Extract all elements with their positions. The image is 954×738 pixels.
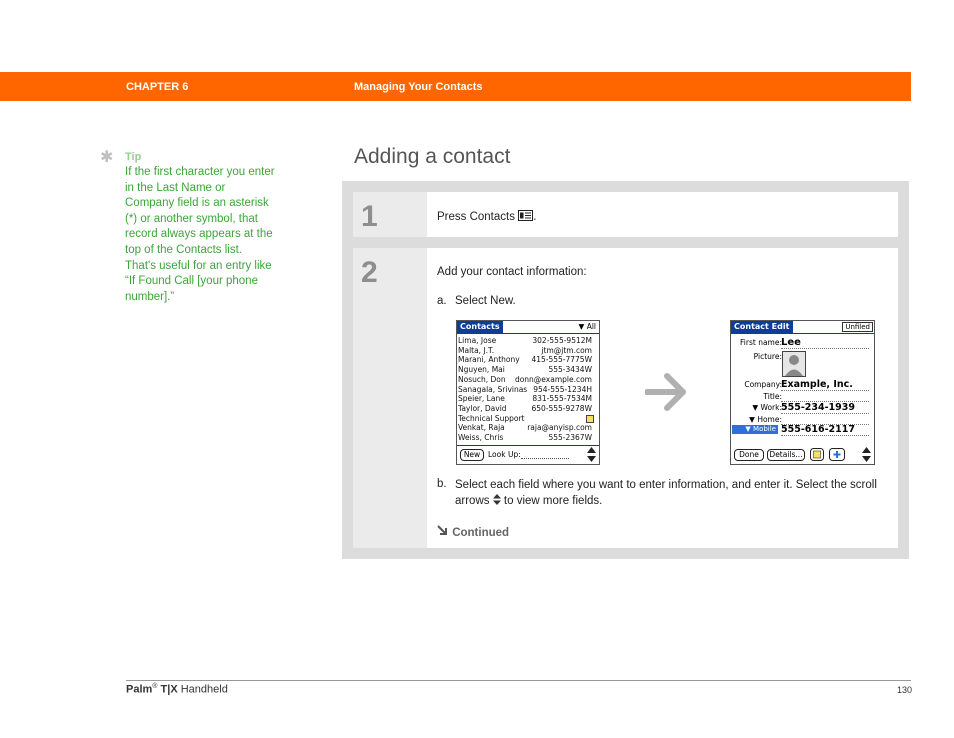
title-label: Title: <box>763 392 782 401</box>
contact-name: Sanagala, Srivinas <box>458 384 528 394</box>
contact-row[interactable] <box>458 375 596 384</box>
home-label[interactable]: ▼ Home: <box>749 415 782 424</box>
chapter-banner <box>0 72 911 101</box>
substep-a-text: Select New. <box>455 295 516 307</box>
contact-row[interactable] <box>458 336 596 345</box>
contact-row[interactable] <box>458 394 596 403</box>
category-picker[interactable]: ▼ All <box>578 322 596 331</box>
section-title: Managing Your Contacts <box>354 81 483 93</box>
contact-row[interactable] <box>458 404 596 413</box>
details-button[interactable]: Details... <box>767 449 805 461</box>
contact-name: Venkat, Raja <box>458 423 505 433</box>
screen-title: Contacts <box>457 321 503 333</box>
step-number: 2 <box>361 256 378 289</box>
field-line <box>781 435 869 436</box>
page-number: 130 <box>897 685 913 695</box>
first-name-field[interactable]: Lee <box>781 337 801 348</box>
scroll-arrows-icon <box>493 494 501 505</box>
picture-label: Picture: <box>753 352 782 361</box>
page-title: Adding a contact <box>354 145 511 168</box>
contact-value: raja@anyisp.com <box>527 423 592 433</box>
work-field[interactable]: 555-234-1939 <box>781 402 855 413</box>
contact-row[interactable] <box>458 355 596 364</box>
add-icon[interactable] <box>829 448 845 461</box>
scroll-arrows[interactable] <box>862 447 871 462</box>
asterisk-icon: ✱ <box>100 149 114 166</box>
chapter-label: CHAPTER 6 <box>126 81 189 93</box>
step-2-intro: Add your contact information: <box>437 266 587 278</box>
contact-name: Taylor, David <box>458 403 507 413</box>
contact-name: Marani, Anthony <box>458 355 520 365</box>
contact-row[interactable] <box>458 433 596 442</box>
step-1-label: Press Contacts <box>437 211 515 223</box>
work-label[interactable]: ▼ Work: <box>752 403 782 412</box>
first-name-label: First name: <box>740 338 782 347</box>
contact-row[interactable] <box>458 423 596 432</box>
note-icon <box>586 415 594 423</box>
step-content <box>427 192 898 237</box>
step-number: 1 <box>361 200 378 233</box>
contact-value: 302-555-9512M <box>532 336 592 345</box>
contact-value: jtm@jtm.com <box>541 345 592 355</box>
step-1 <box>353 192 898 237</box>
contact-row[interactable] <box>458 346 596 355</box>
company-label: Company: <box>744 380 782 389</box>
contact-name: Technical Support <box>458 413 525 423</box>
tip-text: If the first character you enter in the Last Name or Company field is an asterisk (*) or another symbol, that record always appears at the top of the Contacts list. That's useful for an entry like “If Found Call [your phone number].” <box>125 166 275 303</box>
step-1-text: Press Contacts . <box>437 211 537 223</box>
field-line <box>781 348 869 349</box>
substep-b-label: b. <box>437 478 447 490</box>
contact-value: 954-555-1234H <box>533 384 592 394</box>
title-underline <box>457 333 599 334</box>
contact-picture-icon[interactable] <box>782 351 806 377</box>
mobile-field[interactable]: 555-616-2117 <box>781 424 855 435</box>
contacts-list-screen <box>456 320 600 465</box>
scroll-arrows[interactable] <box>587 447 596 462</box>
contact-value: 555-2367W <box>548 433 592 442</box>
contact-edit-screen <box>730 320 875 465</box>
lookup-field[interactable] <box>521 458 569 459</box>
contact-value: 831-555-7534M <box>532 394 592 404</box>
contacts-button-icon <box>518 210 533 221</box>
contact-row[interactable] <box>458 414 596 423</box>
new-button[interactable]: New <box>460 449 484 461</box>
contact-name: Speier, Lane <box>458 394 505 404</box>
field-line <box>781 413 869 414</box>
tip-label: Tip <box>125 151 142 163</box>
contact-value: donn@example.com <box>514 374 592 384</box>
contact-row[interactable] <box>458 385 596 394</box>
list-divider <box>457 445 599 446</box>
contact-row[interactable] <box>458 365 596 374</box>
field-line <box>781 390 869 391</box>
contact-name: Weiss, Chris <box>458 433 504 442</box>
substep-b-text: Select each field where you want to enter information, and enter it. Select the scroll arrows to view more fields. <box>455 479 877 507</box>
arrow-down-right-icon <box>437 525 449 536</box>
note-icon[interactable] <box>810 448 824 461</box>
mobile-label[interactable]: ▼ Mobile <box>732 425 778 434</box>
contact-name: Lima, Jose <box>458 336 497 345</box>
title-underline <box>731 333 874 334</box>
lookup-label: Look Up: <box>488 450 521 459</box>
category-picker[interactable]: Unfiled <box>842 322 873 332</box>
contact-value: 650-555-9278W <box>531 403 592 413</box>
screen-title: Contact Edit <box>731 321 793 333</box>
arrow-right-icon <box>645 373 689 411</box>
contact-name: Malta, J.T. <box>458 345 495 355</box>
done-button[interactable]: Done <box>734 449 764 461</box>
contact-value: 555-3434W <box>548 365 592 375</box>
continued-link[interactable]: Continued <box>437 525 509 539</box>
contact-name: Nguyen, Mai <box>458 365 505 375</box>
substep-a-label: a. <box>437 295 447 307</box>
footer-divider <box>126 680 911 681</box>
contact-value: 415-555-7775W <box>531 355 592 365</box>
contact-name: Nosuch, Don <box>458 374 506 384</box>
footer-product: Palm® T|X Handheld <box>126 683 228 696</box>
company-field[interactable]: Example, Inc. <box>781 379 853 390</box>
